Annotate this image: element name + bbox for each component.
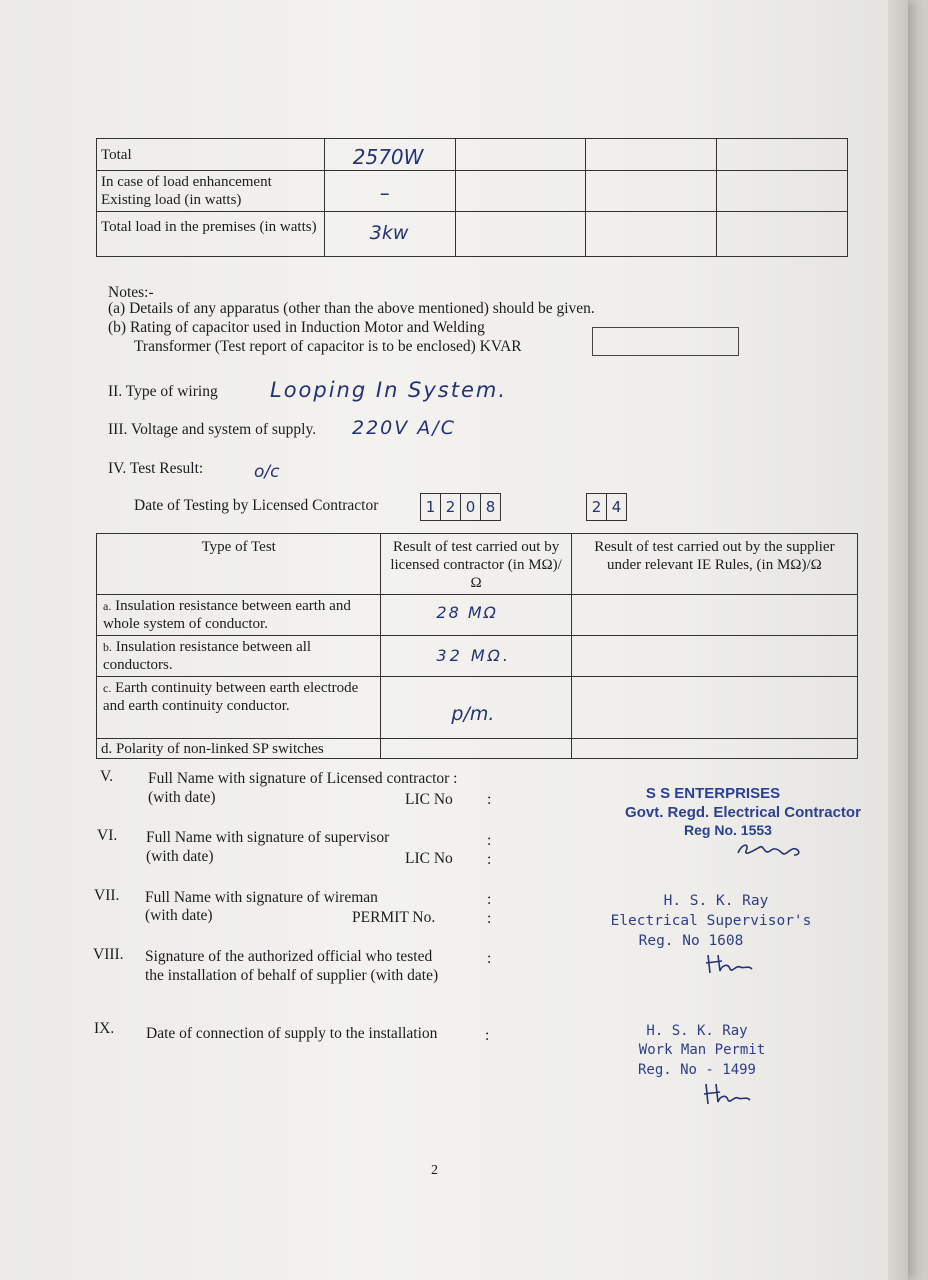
section-colon-2: :	[487, 910, 492, 927]
section-field: LIC No	[405, 850, 453, 867]
testing-date-label: Date of Testing by Licensed Contractor	[134, 497, 379, 514]
date-digit: 4	[611, 498, 622, 516]
stamp-line2: Electrical Supervisor's	[610, 913, 812, 929]
stamp-line3: Reg. No 1608	[638, 933, 744, 949]
section-colon: :	[487, 832, 492, 849]
section-number: V.	[100, 768, 114, 785]
note-b-line1: (b) Rating of capacitor used in Induction Motor and Welding	[108, 319, 485, 336]
row-value: p/m.	[451, 703, 495, 725]
table-row	[97, 595, 858, 636]
section-line1: Date of connection of supply to the installation	[146, 1025, 438, 1042]
row-value: 2570W	[352, 145, 424, 169]
row-label: In case of load enhancement Existing load (in watts)	[101, 174, 272, 208]
row-label: Insulation resistance between all conductors.	[103, 639, 312, 673]
header-supplier-result: Result of test carried out by the supplier under relevant IE Rules, (in MΩ)/Ω	[594, 539, 835, 573]
table-header-row	[97, 534, 858, 595]
stamp-line3: Reg. No - 1499	[637, 1062, 756, 1078]
row-letter: a.	[103, 599, 112, 613]
table-row	[97, 739, 858, 759]
row-value: 28 MΩ	[436, 603, 498, 622]
page-number: 2	[431, 1163, 438, 1178]
note-a: (a) Details of any apparatus (other than the above mentioned) should be given.	[108, 300, 595, 317]
test-result-value: o/c	[254, 462, 280, 482]
row-value: 3kw	[369, 222, 409, 244]
kvar-box	[592, 327, 739, 356]
section-colon: :	[487, 791, 492, 808]
section-line2: (with date)	[148, 789, 216, 806]
table-row	[97, 212, 848, 257]
enterprise-stamp	[612, 785, 874, 861]
signature-icon	[700, 1080, 756, 1108]
row-letter: d.	[101, 741, 113, 757]
date-box-year	[586, 493, 627, 521]
section-line2: (with date)	[145, 907, 213, 924]
header-contractor-result: Result of test carried out by licensed contractor (in MΩ)/Ω	[390, 539, 562, 591]
supervisor-stamp	[606, 891, 816, 977]
section-number: VII.	[94, 887, 120, 904]
table-row	[97, 677, 858, 739]
section-colon: :	[487, 891, 492, 908]
section-line2: the installation of behalf of supplier (with date)	[145, 967, 439, 984]
test-result-label: IV. Test Result:	[108, 460, 204, 477]
stamp-line1: H. S. K. Ray	[663, 893, 769, 909]
row-label: Polarity of non-linked SP switches	[116, 741, 324, 757]
table-row	[97, 636, 858, 677]
stamp-line1: H. S. K. Ray	[646, 1023, 748, 1039]
row-label: Total	[101, 147, 132, 163]
section-field: PERMIT No.	[352, 909, 436, 926]
notes-heading: Notes:-	[108, 284, 154, 301]
wiring-value: Looping In System.	[270, 378, 508, 402]
row-value: 32 MΩ.	[436, 646, 511, 665]
stamp-line3: Reg No. 1553	[684, 822, 772, 838]
section-colon: :	[485, 1027, 490, 1044]
load-table	[96, 138, 848, 257]
date-digit: 0	[461, 494, 481, 520]
row-letter: c.	[103, 681, 112, 695]
workman-stamp	[612, 1021, 782, 1108]
date-digit: 1	[421, 494, 441, 520]
section-line1: Full Name with signature of Licensed contractor :	[148, 770, 458, 787]
voltage-value: 220V A/C	[352, 417, 456, 439]
row-label: Earth continuity between earth electrode and earth continuity conductor.	[103, 680, 359, 714]
section-field: LIC No	[405, 791, 453, 808]
table-row	[97, 139, 848, 171]
section-line1: Full Name with signature of wireman	[145, 889, 378, 906]
date-digit: 8	[485, 498, 496, 516]
section-colon-2: :	[487, 851, 492, 868]
row-label: Insulation resistance between earth and whole system of conductor.	[103, 598, 351, 632]
voltage-label: III. Voltage and system of supply.	[108, 421, 317, 438]
note-b-line2: Transformer (Test report of capacitor is to be enclosed) KVAR	[134, 338, 522, 355]
section-number: VI.	[97, 827, 118, 844]
stamp-line2: Govt. Regd. Electrical Contractor	[625, 804, 861, 821]
table-row	[97, 171, 848, 212]
section-line2: (with date)	[146, 848, 214, 865]
stamp-line2: Work Man Permit	[638, 1042, 766, 1058]
date-digit: 2	[587, 494, 607, 520]
date-digit: 2	[441, 494, 461, 520]
section-number: IX.	[94, 1020, 115, 1037]
wiring-label: II. Type of wiring	[108, 383, 218, 400]
row-letter: b.	[103, 640, 112, 654]
section-number: VIII.	[93, 946, 124, 963]
signature-icon	[734, 839, 804, 861]
date-box-day-month	[420, 493, 501, 521]
test-results-table	[96, 533, 858, 759]
header-type-of-test: Type of Test	[201, 539, 276, 555]
section-line1: Full Name with signature of supervisor	[146, 829, 390, 846]
section-line1: Signature of the authorized official who tested	[145, 948, 433, 965]
stamp-line1: S S ENTERPRISES	[645, 785, 781, 802]
row-value: –	[379, 181, 390, 205]
signature-icon	[702, 951, 758, 977]
row-label: Total load in the premises (in watts)	[101, 219, 317, 235]
section-colon: :	[487, 950, 492, 967]
page-edge	[888, 0, 908, 1280]
